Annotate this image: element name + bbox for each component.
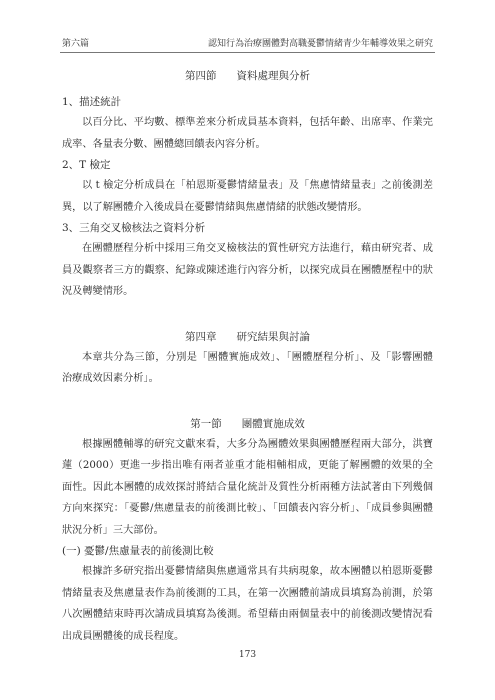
header-rule	[60, 52, 435, 53]
section-number: 第一節	[190, 417, 222, 430]
chapter-title: 研究結果與討論	[236, 330, 310, 343]
page-body	[62, 66, 433, 647]
paragraph: 本章共分為三節，分別是「團體實施成效」、「團體歷程分析」、及「影響團體治療成效因素分析」。	[62, 351, 433, 384]
subsection-heading: 1、描述統計	[62, 96, 122, 108]
page-number: 173	[238, 650, 257, 660]
section-heading	[62, 414, 433, 434]
paragraph: 在團體歷程分析中採用三角交叉檢核法的質性研究方法進行，藉由研究者、成員及觀察者三方的觀察、紀錄或陳述進行內容分析，以探究成員在團體歷程中的狀況及轉變情形。	[62, 243, 433, 297]
part-heading: (一) 憂鬱/焦慮量表的前後測比較	[62, 545, 214, 557]
chapter-heading	[62, 327, 433, 347]
section-heading	[62, 66, 433, 86]
paragraph: 以百分比、平均數、標準差來分析成員基本資料，包括年齡、出席率、作業完成率、各量表分數、團體總回饋表內容分析。	[62, 117, 433, 150]
chapter-number: 第四章	[185, 330, 217, 343]
paragraph: 根據團體輔導的研究文獻來看，大多分為團體效果與團體歷程兩大部分，洪寶蓮（2000）更進一步指出唯有兩者並重才能相輔相成，更能了解團體的效果的全面性。因此本團體的成效探討將結合量化統計及質性分析兩種方法試著由下列幾個方向來探究：「憂鬱/焦慮量表的前後測比較」、「回饋表內容分析」、「成員參與團體狀況分析」三大部份。	[62, 438, 433, 536]
section-number: 第四節	[185, 70, 217, 82]
section-title: 團體實施成效	[241, 417, 305, 430]
section-title: 資料處理與分析	[236, 70, 310, 82]
subsection-heading: 3、三角交叉檢核法之資料分析	[62, 222, 206, 234]
subsection-heading: 2、T 檢定	[62, 159, 111, 171]
running-header-right: 認知行為治療團體對高職憂鬱情緒青少年輔導效果之研究	[207, 39, 433, 49]
paragraph: 以 t 檢定分析成員在「柏恩斯憂鬱情緒量表」及「焦慮情緒量表」之前後測差異，以了解團體介入後成員在憂鬱情緒與焦慮情緒的狀態改變情形。	[62, 180, 433, 213]
paragraph: 根據許多研究指出憂鬱情緒與焦慮通常具有共病現象，故本團體以柏恩斯憂鬱情緒量表及焦慮量表作為前後測的工具，在第一次團體前請成員填寫為前測，於第八次團體結束時再次請成員填寫為後測。希望藉由兩個量表中的前後測改變情況看出成員團體後的成長程度。	[62, 566, 433, 642]
running-header-left: 第六篇	[62, 39, 90, 49]
